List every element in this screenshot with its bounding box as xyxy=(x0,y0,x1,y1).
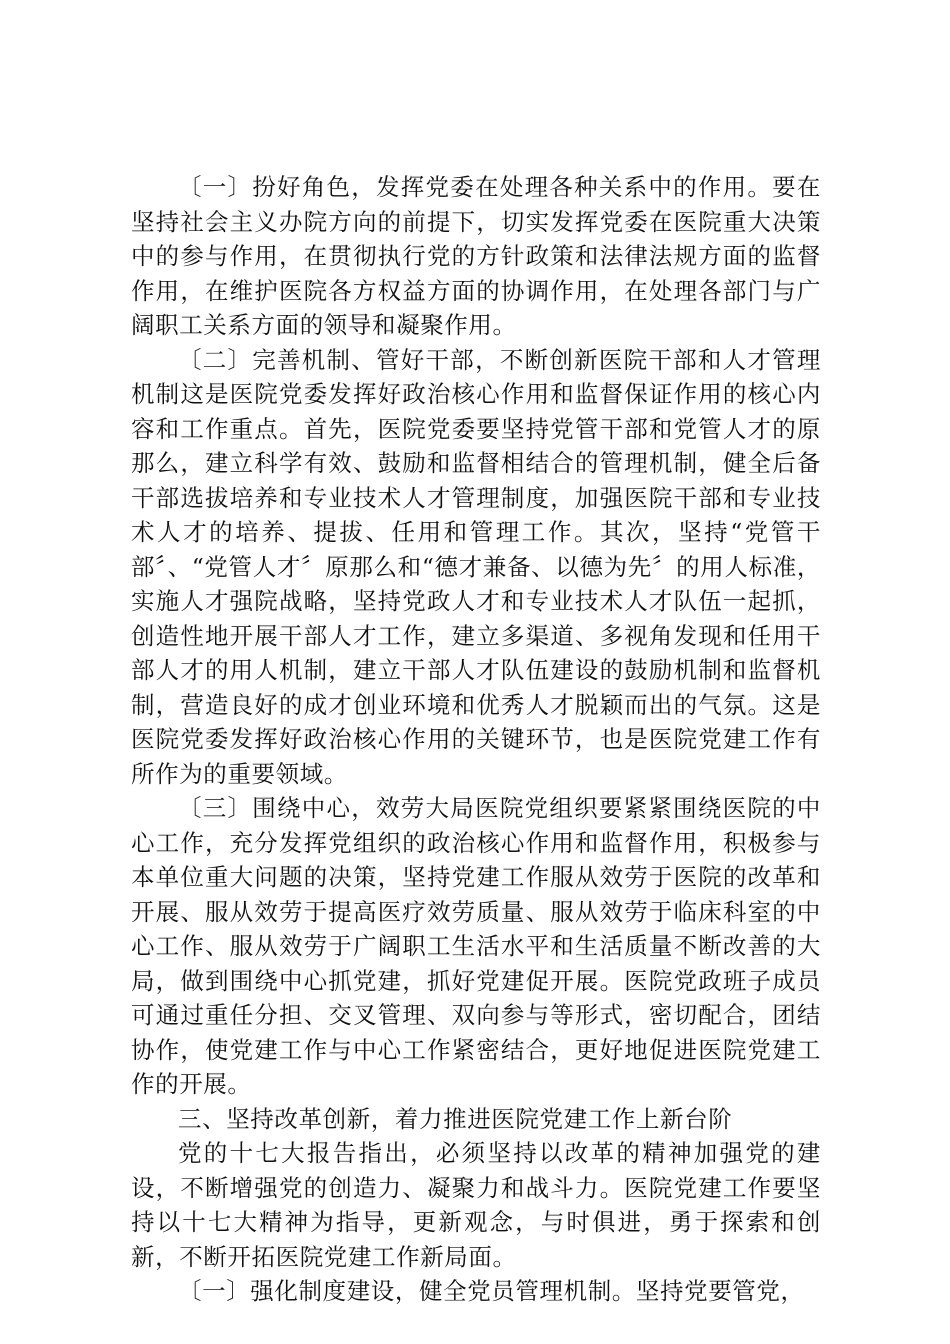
paragraph-serve-the-center: 〔三〕围绕中心，效劳大局医院党组织要紧紧围绕医院的中心工作，充分发挥党组织的政治核心作用和监督作用，积极参与本单位重大问题的决策，坚持党建工作服从效劳于医院的改革和开展、服从效劳于提高医疗效劳质量、服从效劳于临床科室的中心工作、服从效劳于广阔职工生活水平和生活质量不断改善的大局，做到围绕中心抓党建，抓好党建促开展。医院党政班子成员可通过重任分担、交叉管理、双向参与等形式，密切配合，团结协作，使党建工作与中心工作紧密结合，更好地促进医院党建工作的开展。 xyxy=(131,794,821,1098)
section-heading-reform-innovation: 三、坚持改革创新，着力推进医院党建工作上新台阶 xyxy=(178,1104,733,1133)
paragraph-role-of-party-committee: 〔一〕扮好角色，发挥党委在处理各种关系中的作用。要在坚持社会主义办院方向的前提下，切实发挥党委在医院重大决策中的参与作用，在贯彻执行党的方针政策和法律法规方面的监督作用，在维护医院各方权益方面的协调作用，在处理各部门与广阔职工关系方面的领导和凝聚作用。 xyxy=(131,173,821,339)
paragraph-cadre-mechanism: 〔二〕完善机制、管好干部，不断创新医院干部和人才管理机制这是医院党委发挥好政治核心作用和监督保证作用的核心内容和工作重点。首先，医院党委要坚持党管干部和党管人才的原那么，建立科学有效、鼓励和监督相结合的管理机制，健全后备干部选拔培养和专业技术人才管理制度，加强医院干部和专业技术人才的培养、提拔、任用和管理工作。其次，坚持“党管干部〞、“党管人才〞原那么和“德才兼备、以德为先〞的用人标准，实施人才强院战略，坚持党政人才和专业技术人才队伍一起抓，创造性地开展干部人才工作，建立多渠道、多视角发现和任用干部人才的用人机制，建立干部人才队伍建设的鼓励机制和监督机制，营造良好的成才创业环境和优秀人才脱颖而出的气氛。这是医院党委发挥好政治核心作用的关键环节，也是医院党建工作有所作为的重要领域。 xyxy=(131,345,821,788)
paragraph-seventeenth-congress: 党的十七大报告指出，必须坚持以改革的精神加强党的建设，不断增强党的创造力、凝聚力和战斗力。医院党建工作要坚持以十七大精神为指导，更新观念，与时俱进，勇于探索和创新，不断开拓医院党建工作新局面。 xyxy=(131,1139,821,1271)
paragraph-system-building: 〔一〕强化制度建设，健全党员管理机制。坚持党要管党， xyxy=(178,1277,805,1305)
document-body xyxy=(131,170,821,1309)
